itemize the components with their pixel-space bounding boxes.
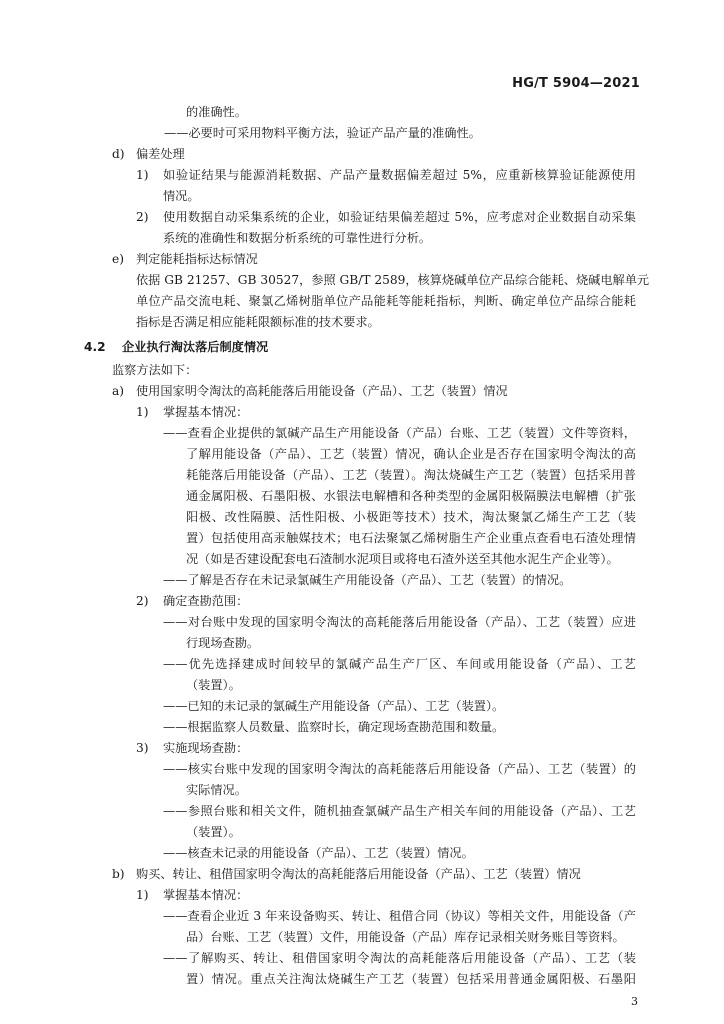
list-marker: b) xyxy=(112,867,125,881)
list-marker: a) xyxy=(112,384,125,398)
text-line: ——优先选择建成时间较早的氯碱产品生产厂区、车间或用能设备（产品）、工艺 xyxy=(163,657,636,671)
list-heading: 判定能耗指标达标情况 xyxy=(136,252,258,266)
text-line: 监察方法如下： xyxy=(112,363,198,377)
text-line: ——核实台账中发现的国家明令淘汰的高耗能落后用能设备（产品）、工艺（装置）的 xyxy=(163,762,636,776)
list-marker: 1) xyxy=(136,888,149,902)
list-heading: 使用国家明令淘汰的高耗能落后用能设备（产品）、工艺（装置）情况 xyxy=(136,384,508,398)
text-line: 如验证结果与能源消耗数据、产品产量数据偏差超过 5%，应重新核算验证能源使用 xyxy=(163,168,636,182)
list-heading: 购买、转让、租借国家明令淘汰的高耗能落后用能设备（产品）、工艺（装置）情况 xyxy=(136,867,581,881)
text-line: 耗能落后用能设备（产品）、工艺（装置）。淘汰烧碱生产工艺（装置）包括采用普 xyxy=(186,468,636,482)
text-line: 通金属阳极、石墨阳极、水银法电解槽和各种类型的金属阳极隔膜法电解槽（扩张 xyxy=(186,489,636,503)
text-line: 指标是否满足相应能耗限额标准的技术要求。 xyxy=(136,315,380,329)
text-line: ——已知的未记录的氯碱生产用能设备（产品）、工艺（装置）。 xyxy=(163,699,505,713)
list-heading: 偏差处理 xyxy=(136,147,185,161)
text-line: 依据 GB 21257、GB 30527，参照 GB/T 2589，核算烧碱单位产品综合能耗、烧碱电解单元 xyxy=(136,273,650,287)
text-line: 行现场查勘。 xyxy=(186,636,260,650)
text-line: ——参照台账和相关文件，随机抽查氯碱产品生产相关车间的用能设备（产品）、工艺 xyxy=(163,804,636,818)
section-title: 企业执行淘汰落后制度情况 xyxy=(122,340,269,354)
text-line: 单位产品交流电耗、聚氯乙烯树脂单位产品能耗等能耗指标，判断、确定单位产品综合能耗 xyxy=(136,294,636,308)
text-line: 确定查勘范围： xyxy=(163,594,249,608)
list-marker: 2) xyxy=(136,594,149,608)
list-marker: d) xyxy=(112,147,125,161)
text-line: 实际情况。 xyxy=(186,783,247,797)
text-line: 掌握基本情况： xyxy=(163,888,249,902)
text-line: ——查看企业提供的氯碱产品生产用能设备（产品）台账、工艺（装置）文件等资料， xyxy=(163,426,636,440)
text-line: 实施现场查勘： xyxy=(163,741,249,755)
list-marker: e) xyxy=(112,252,124,266)
standard-code: HG/T 5904—2021 xyxy=(512,76,640,91)
text-line: ——了解是否存在未记录氯碱生产用能设备（产品）、工艺（装置）的情况。 xyxy=(163,573,572,587)
text-line: （装置）。 xyxy=(186,678,241,692)
text-line: 系统的准确性和数据分析系统的可靠性进行分析。 xyxy=(163,231,432,245)
text-line: ——查看企业近 3 年来设备购买、转让、租借合同（协议）等相关文件，用能设备（产 xyxy=(163,909,636,923)
text-line: 况（如是否建设配套电石渣制水泥项目或将电石渣外送至其他水泥生产企业等）。 xyxy=(186,552,619,566)
list-marker: 1) xyxy=(136,405,149,419)
text-line: 置）情况。重点关注淘汰烧碱生产工艺（装置）包括采用普通金属阳极、石墨阳 xyxy=(186,972,636,986)
text-line: ——必要时可采用物料平衡方法，验证产品产量的准确性。 xyxy=(164,126,481,140)
text-line: ——根据监察人员数量、监察时长，确定现场查勘范围和数量。 xyxy=(163,720,505,734)
text-line: 品）台账、工艺（装置）文件，用能设备（产品）库存记录相关财务账目等资料。 xyxy=(186,930,625,944)
list-marker: 2) xyxy=(136,210,149,224)
page-number: 3 xyxy=(631,995,638,1008)
list-marker: 1) xyxy=(136,168,149,182)
text-line: 置）包括使用高汞触媒技术；电石法聚氯乙烯树脂生产企业重点查看电石渣处理情 xyxy=(186,531,636,545)
text-line: 情况。 xyxy=(163,189,200,203)
text-line: ——对台账中发现的国家明令淘汰的高耗能落后用能设备（产品）、工艺（装置）应进 xyxy=(163,615,636,629)
text-line: ——了解购买、转让、租借国家明令淘汰的高耗能落后用能设备（产品）、工艺（装 xyxy=(163,951,636,965)
section-number: 4.2 xyxy=(84,340,106,354)
list-marker: 3) xyxy=(136,741,149,755)
text-line: 了解用能设备（产品）、工艺（装置）情况，确认企业是否存在国家明令淘汰的高 xyxy=(186,447,636,461)
text-line: 的准确性。 xyxy=(186,105,247,119)
text-line: 掌握基本情况： xyxy=(163,405,249,419)
text-line: 使用数据自动采集系统的企业，如验证结果偏差超过 5%，应考虑对企业数据自动采集 xyxy=(163,210,636,224)
text-line: ——核查未记录的用能设备（产品）、工艺（装置）情况。 xyxy=(163,846,474,860)
text-line: 阳极、改性隔膜、活性阳极、小极距等技术）技术，淘汰聚氯乙烯生产工艺（装 xyxy=(186,510,636,524)
text-line: （装置）。 xyxy=(186,825,241,839)
